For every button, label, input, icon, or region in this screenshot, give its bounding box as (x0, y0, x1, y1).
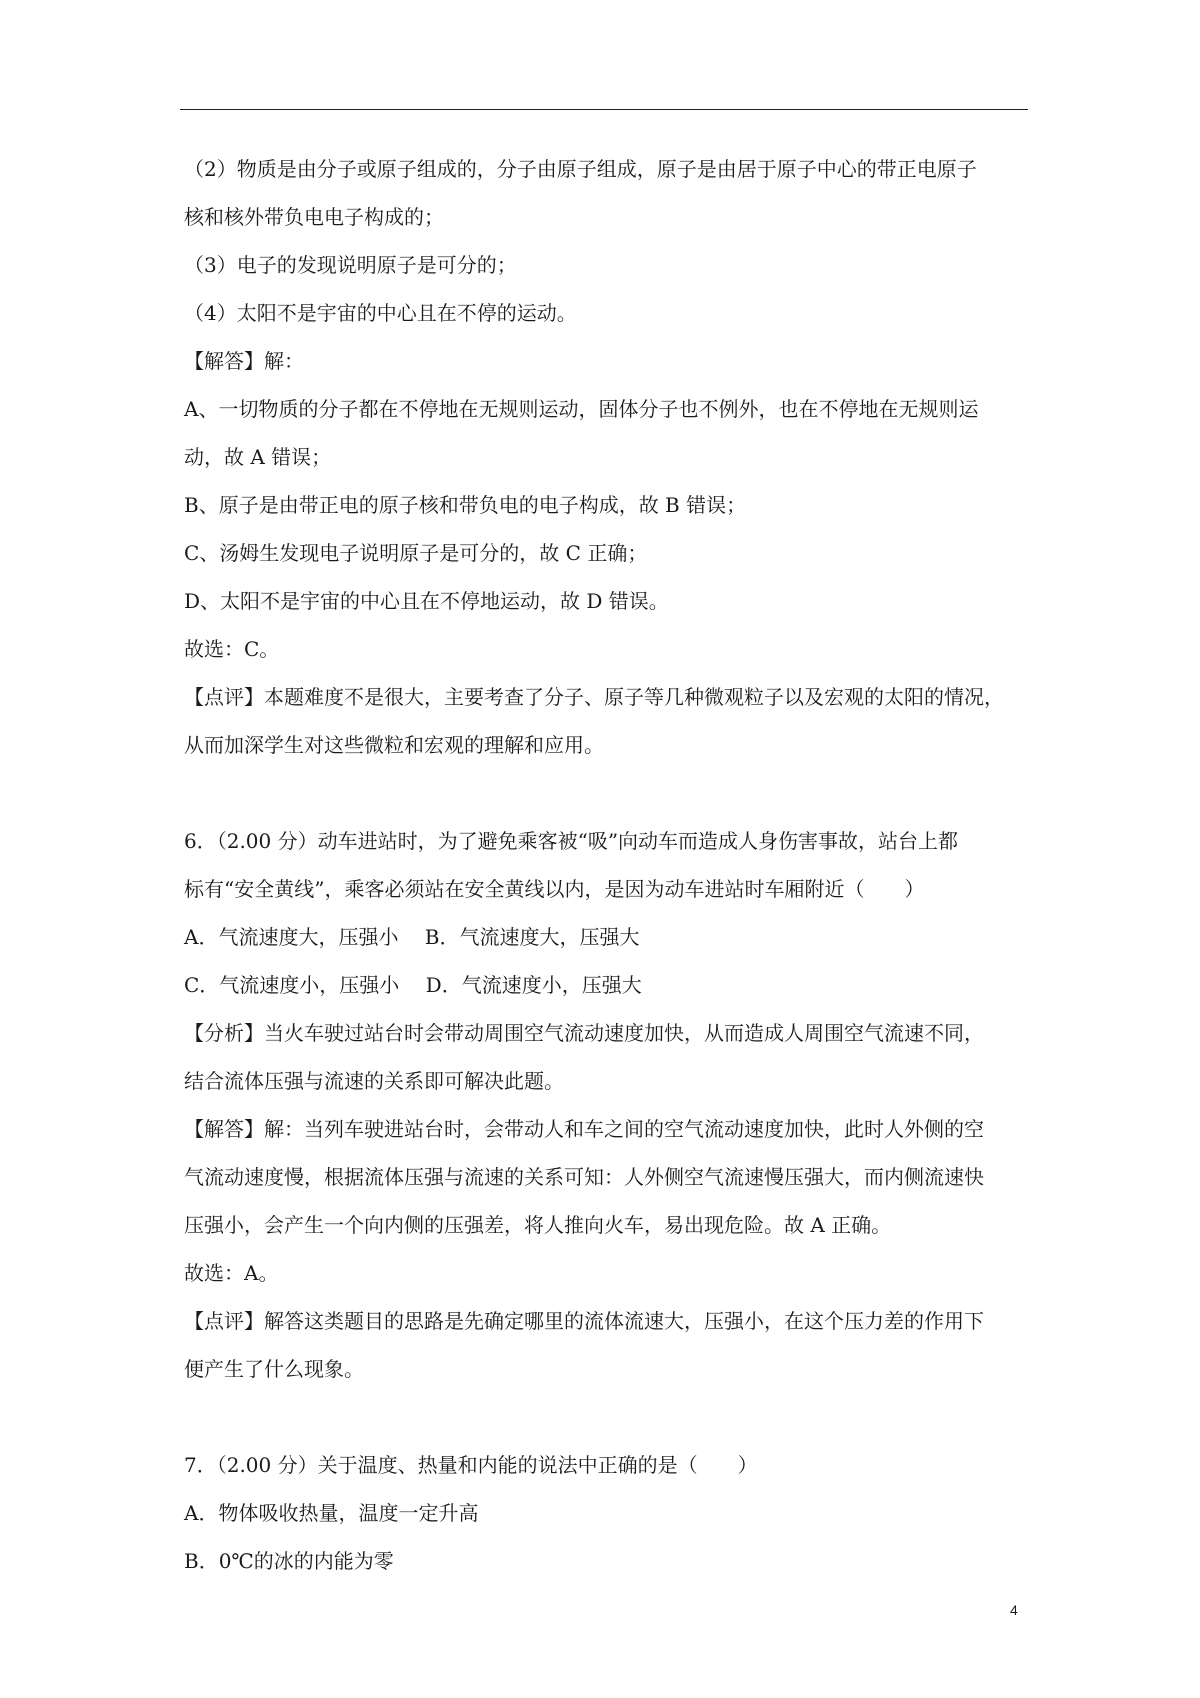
comment-line: 便产生了什么现象。 (184, 1357, 364, 1381)
comment-line: 从而加深学生对这些微粒和宏观的理解和应用。 (184, 733, 604, 757)
text-line: A、一切物质的分子都在不停地在无规则运动，固体分子也不例外，也在不停地在无规则运 (184, 397, 979, 421)
choice-line: 故选：C。 (184, 637, 280, 661)
option-line: A．气流速度大，压强小 B．气流速度大，压强大 (184, 925, 640, 949)
answer-line: 气流动速度慢，根据流体压强与流速的关系可知：人外侧空气流速慢压强大，而内侧流速快 (184, 1165, 984, 1189)
question-5-explanation (184, 145, 1026, 769)
answer-heading: 【解答】解： (184, 349, 304, 373)
analysis-line: 结合流体压强与流速的关系即可解决此题。 (184, 1069, 564, 1093)
page-number: 4 (1010, 1602, 1018, 1618)
answer-line: 【解答】解：当列车驶进站台时，会带动人和车之间的空气流动速度加快，此时人外侧的空 (184, 1117, 984, 1141)
option-line: C．气流速度小，压强小 D．气流速度小，压强大 (184, 973, 642, 997)
header-rule (180, 109, 1028, 110)
choice-line: 故选：A。 (184, 1261, 279, 1285)
question-stem: 7．（2.00 分）关于温度、热量和内能的说法中正确的是（ ） (184, 1453, 758, 1477)
text-line: （2）物质是由分子或原子组成的，分子由原子组成，原子是由居于原子中心的带正电原子 (184, 157, 977, 181)
text-line: 动，故 A 错误； (184, 445, 332, 469)
text-line: （3）电子的发现说明原子是可分的； (184, 253, 517, 277)
document-body (184, 145, 1026, 1585)
answer-line: 压强小，会产生一个向内侧的压强差，将人推向火车，易出现危险。故 A 正确。 (184, 1213, 892, 1237)
comment-line: 【点评】解答这类题目的思路是先确定哪里的流体流速大，压强小，在这个压力差的作用下 (184, 1309, 984, 1333)
question-stem: 6．（2.00 分）动车进站时，为了避免乘客被“吸”向动车而造成人身伤害事故，站台上都 (184, 829, 959, 853)
text-line: 核和核外带负电电子构成的； (184, 205, 444, 229)
text-line: C、汤姆生发现电子说明原子是可分的，故 C 正确； (184, 541, 648, 565)
question-stem: 标有“安全黄线”，乘客必须站在安全黄线以内，是因为动车进站时车厢附近（ ） (184, 877, 925, 901)
section-gap (184, 769, 1026, 817)
question-7 (184, 1441, 1026, 1585)
section-gap (184, 1393, 1026, 1441)
question-6 (184, 817, 1026, 1393)
option-line: B．0℃的冰的内能为零 (184, 1549, 394, 1573)
text-line: （4）太阳不是宇宙的中心且在不停的运动。 (184, 301, 577, 325)
text-line: B、原子是由带正电的原子核和带负电的电子构成，故 B 错误； (184, 493, 747, 517)
option-line: A．物体吸收热量，温度一定升高 (184, 1501, 479, 1525)
text-line: D、太阳不是宇宙的中心且在不停地运动，故 D 错误。 (184, 589, 669, 613)
comment-line: 【点评】本题难度不是很大，主要考查了分子、原子等几种微观粒子以及宏观的太阳的情况， (184, 685, 1004, 709)
analysis-line: 【分析】当火车驶过站台时会带动周围空气流动速度加快，从而造成人周围空气流速不同， (184, 1021, 984, 1045)
